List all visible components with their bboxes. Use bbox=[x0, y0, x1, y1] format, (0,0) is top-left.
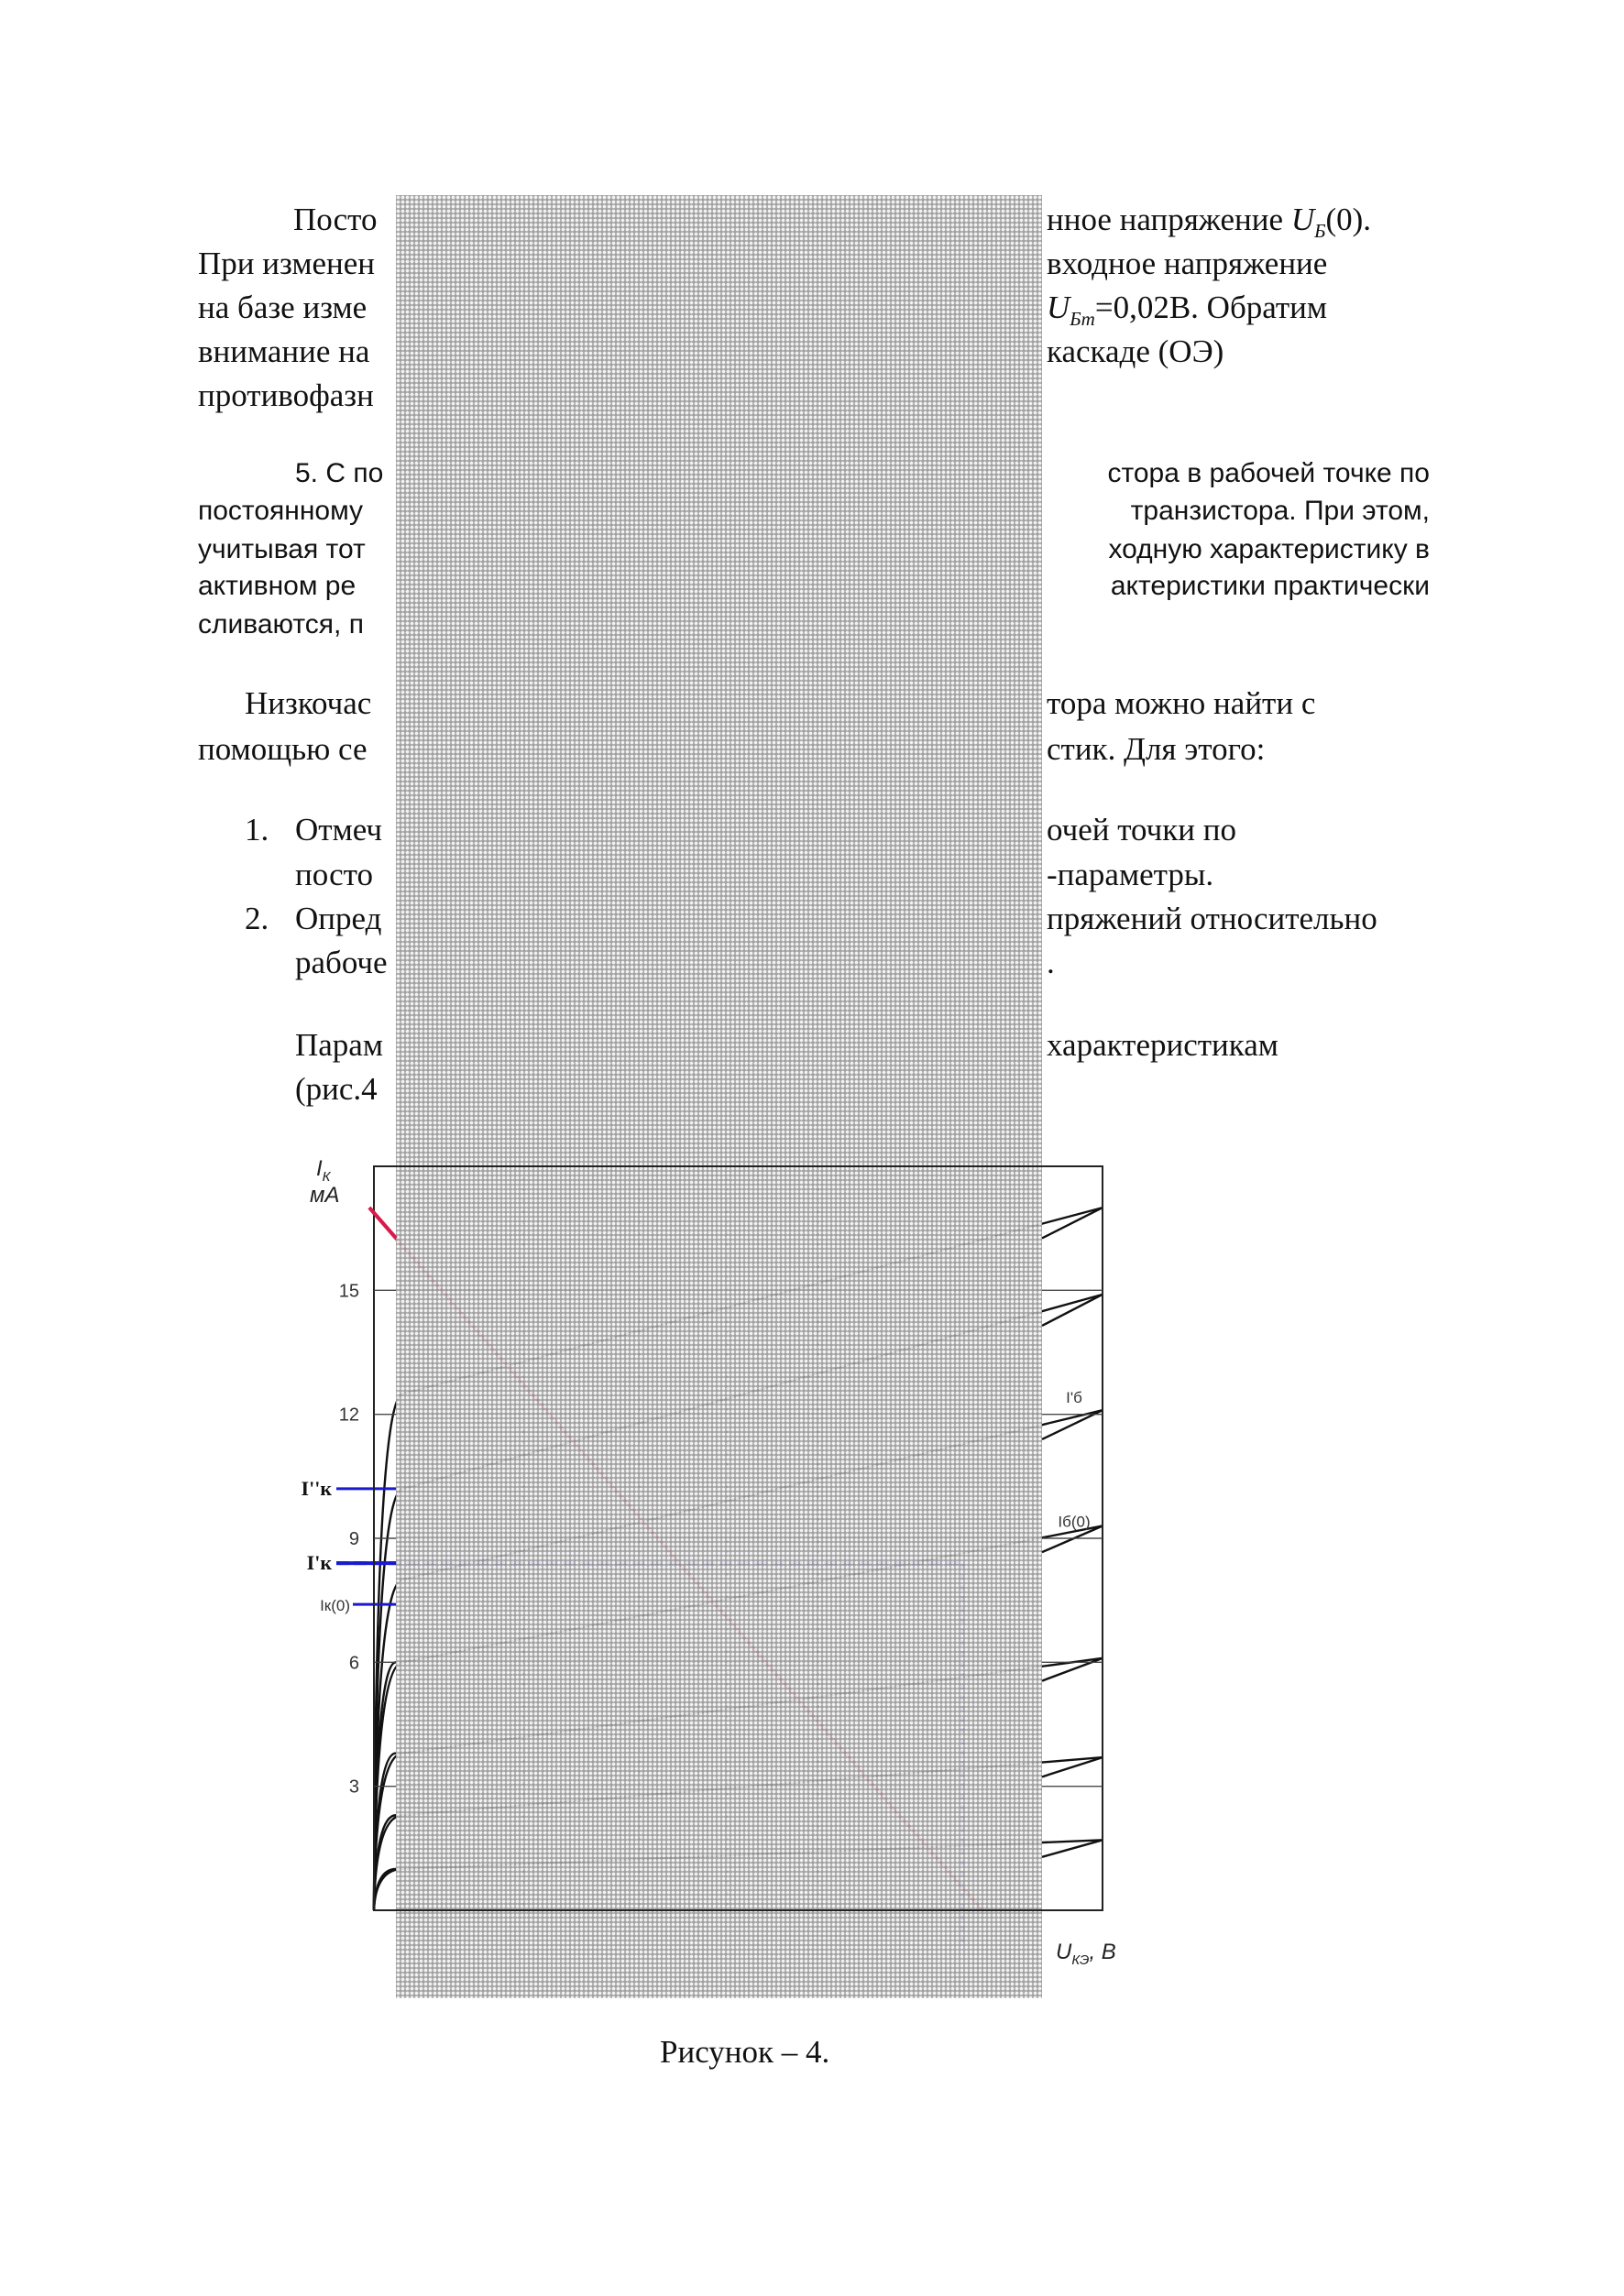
line-right-fragment bbox=[1047, 858, 1213, 891]
line-left-fragment: внимание на bbox=[198, 333, 370, 369]
line-left-fragment: При изменен bbox=[198, 246, 375, 281]
text-fragment: очей точки по bbox=[1047, 812, 1236, 847]
line-right-fragment bbox=[1047, 1029, 1278, 1061]
line-right-fragment bbox=[1047, 814, 1236, 846]
math-subscript: Бm bbox=[1070, 308, 1095, 330]
text-fragment: =0,02В. Обратим bbox=[1094, 290, 1328, 325]
y-axis-label: $I_К$ bbox=[316, 1156, 331, 1185]
curve-start-segment bbox=[374, 1869, 396, 1910]
figure-caption: Рисунок – 4. bbox=[660, 2034, 830, 2070]
line-left-fragment: (рис.4 bbox=[295, 1071, 378, 1107]
line-right-fragment bbox=[1047, 687, 1315, 719]
y-axis-label-sub: К bbox=[322, 1169, 331, 1185]
line-left-fragment: Отмеч bbox=[295, 812, 382, 847]
line-left-fragment: сливаются, п bbox=[198, 609, 364, 640]
line-right-fragment bbox=[1047, 733, 1265, 765]
math-variable: U bbox=[1047, 290, 1070, 325]
x-axis-unit: , В bbox=[1089, 1940, 1116, 1964]
y-tick-label: 12 bbox=[338, 1405, 359, 1426]
curve-end-segment bbox=[1042, 1295, 1103, 1326]
curve-end-segment bbox=[1042, 1658, 1103, 1681]
math-subscript: Б bbox=[1314, 220, 1326, 242]
line-right-fragment bbox=[1047, 335, 1223, 367]
text-fragment: характеристикам bbox=[1047, 1027, 1278, 1063]
marker-label: I''к bbox=[301, 1476, 332, 1500]
line-left-fragment: противофазн bbox=[198, 377, 374, 413]
base-current-label: Iб(0) bbox=[1058, 1513, 1091, 1531]
list-number: 1. bbox=[245, 812, 269, 847]
line-right-fragment bbox=[1047, 247, 1327, 279]
text-fragment: актеристики практически bbox=[1110, 571, 1430, 601]
line-right-fragment bbox=[1131, 497, 1430, 525]
x-axis-label: $U_{КЭ}$, В bbox=[1056, 1940, 1116, 1968]
line-right-fragment bbox=[1107, 460, 1430, 487]
marker-label: I'к bbox=[306, 1551, 332, 1575]
text-fragment: нное напряжение bbox=[1047, 202, 1291, 237]
text-fragment: стик. Для этого: bbox=[1047, 731, 1266, 767]
line-right-fragment bbox=[1047, 946, 1055, 979]
y-tick-label: 15 bbox=[338, 1281, 359, 1302]
line-left-fragment: Парам bbox=[295, 1027, 383, 1063]
text-fragment: . bbox=[1047, 945, 1055, 980]
curve-end-segment bbox=[1042, 1757, 1103, 1777]
line-right-fragment bbox=[1047, 902, 1377, 935]
line-right-fragment bbox=[1047, 291, 1327, 329]
marker-label: Iк(0) bbox=[320, 1597, 350, 1615]
curve-end-segment bbox=[1042, 1840, 1103, 1857]
y-tick-label: 3 bbox=[348, 1777, 359, 1798]
line-left-fragment: рабоче bbox=[295, 945, 388, 980]
list-number: 2. bbox=[245, 901, 269, 936]
line-left-fragment: учитывая тот bbox=[198, 534, 366, 564]
line-right-fragment bbox=[1108, 536, 1430, 563]
math-variable: U bbox=[1290, 202, 1315, 237]
text-fragment: стора в рабочей точке по bbox=[1107, 458, 1430, 488]
x-axis-label-sub: КЭ bbox=[1071, 1952, 1090, 1968]
text-fragment: ходную характеристику в bbox=[1108, 534, 1430, 564]
line-left-fragment: на базе изме bbox=[198, 290, 368, 325]
line-left-fragment: постоянному bbox=[198, 496, 364, 526]
line-left-fragment: Низкочас bbox=[245, 685, 372, 721]
text-fragment: транзистора. При этом, bbox=[1130, 496, 1430, 526]
line-left-fragment: 5. С по bbox=[295, 458, 384, 488]
text-fragment: (0). bbox=[1325, 202, 1372, 237]
line-left-fragment: активном ре bbox=[198, 571, 357, 601]
line-right-fragment bbox=[1047, 203, 1371, 241]
text-fragment: входное напряжение bbox=[1047, 246, 1328, 281]
text-fragment: тора можно найти с bbox=[1047, 685, 1316, 721]
text-fragment: пряжений относительно bbox=[1047, 901, 1377, 936]
y-tick-label: 9 bbox=[348, 1529, 359, 1549]
line-left-fragment: помощью се bbox=[198, 731, 368, 767]
curve-end-segment bbox=[1042, 1208, 1103, 1238]
base-current-label: I'б bbox=[1066, 1389, 1082, 1407]
text-fragment: -параметры. bbox=[1047, 857, 1214, 892]
line-right-fragment bbox=[1111, 573, 1430, 600]
text-fragment: каскаде (ОЭ) bbox=[1047, 333, 1224, 369]
plot-frame-outline bbox=[374, 1166, 1103, 1910]
line-left-fragment: Посто bbox=[293, 202, 378, 237]
y-axis-unit: мА bbox=[310, 1183, 340, 1208]
y-tick-label: 6 bbox=[348, 1653, 359, 1674]
line-left-fragment: посто bbox=[295, 857, 373, 892]
line-left-fragment: Опред bbox=[295, 901, 382, 936]
